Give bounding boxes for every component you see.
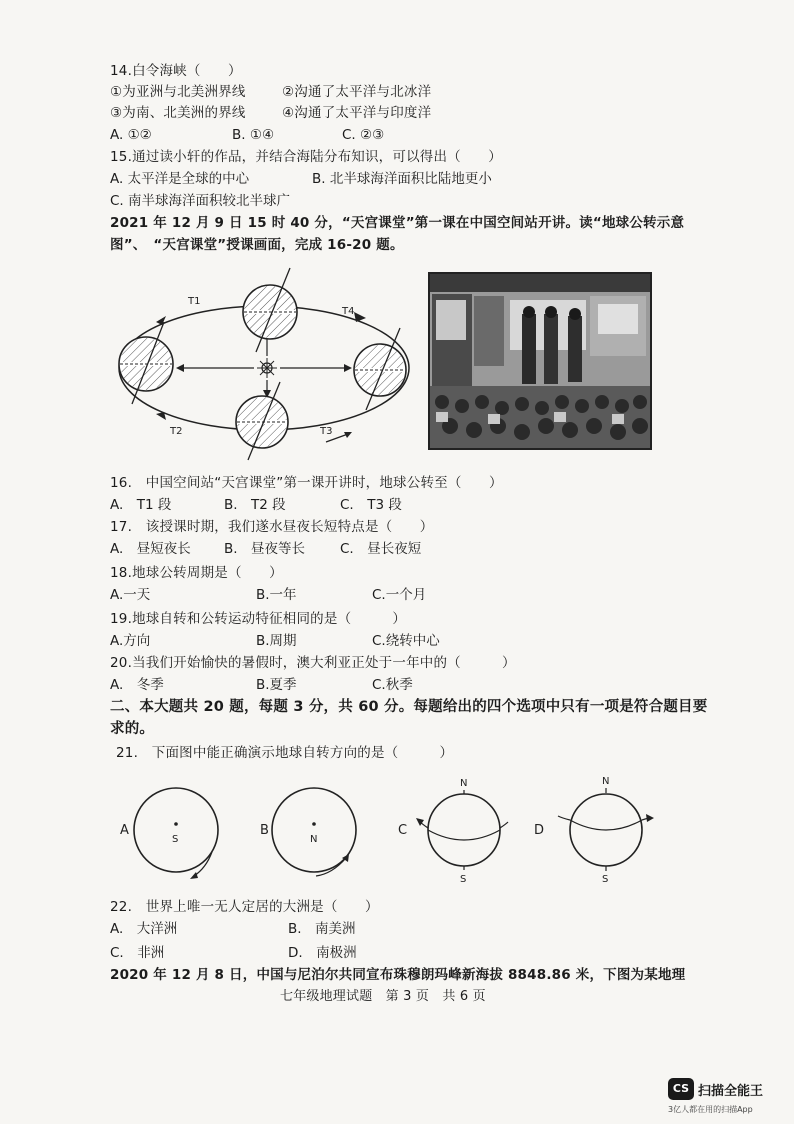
q18-stem: 18.地球公转周期是（ ） xyxy=(110,565,283,581)
watermark-subtitle: 3亿人都在用的扫描App xyxy=(668,1105,753,1114)
q19-stem: 19.地球自转和公转运动特征相同的是（ ） xyxy=(110,611,407,627)
q21-label-c: C xyxy=(398,823,408,838)
q21-c-pole-s: S xyxy=(460,874,467,885)
q22-choice-d: D. 南极洲 xyxy=(288,945,357,961)
q14-choice-c: C. ②③ xyxy=(342,127,385,143)
earth-revolution-diagram xyxy=(104,262,424,462)
q21-d-pole-s: S xyxy=(602,874,609,885)
q15-stem: 15.通过读小轩的作品，并结合海陆分布知识，可以得出（ ） xyxy=(110,149,502,165)
q15-choice-c: C. 南半球海洋面积较北半球广 xyxy=(110,193,291,209)
q18-choice-a: A.一天 xyxy=(110,587,151,603)
q14-choice-a: A. ①② xyxy=(110,127,152,143)
q21-b-pole-n: N xyxy=(310,834,318,845)
earth-top-icon xyxy=(243,268,297,352)
q14-choice-b: B. ①④ xyxy=(232,127,275,143)
q21-stem: 21. 下面图中能正确演示地球自转方向的是（ ） xyxy=(116,745,454,761)
intro-23: 2020 年 12 月 8 日，中国与尼泊尔共同宣布珠穆朗玛峰新海拔 8848.86 米，下图为某地理 xyxy=(110,967,686,983)
intro-16-20-line2: 图”、 “天宫课堂”授课画面，完成 16-20 题。 xyxy=(110,237,404,253)
intro-16-20-line1: 2021 年 12 月 9 日 15 时 40 分，“天宫课堂”第一课在中国空间站开讲。读“地球公转示意 xyxy=(110,215,685,231)
q20-stem: 20.当我们开始愉快的暑假时，澳大利亚正处于一年中的（ ） xyxy=(110,655,516,671)
q17-choice-a: A. 昼短夜长 xyxy=(110,541,191,557)
q21-a-pole-s: S xyxy=(172,834,179,845)
q19-choice-b: B.周期 xyxy=(256,633,297,649)
q21-d-pole-n: N xyxy=(602,776,610,787)
q17-choice-b: B. 昼夜等长 xyxy=(224,541,306,557)
q22-choice-b: B. 南美洲 xyxy=(288,921,356,937)
q14-option-3: ③为南、北美洲的界线 xyxy=(110,105,246,121)
earth-left-icon xyxy=(119,322,173,404)
q14-stem: 14.白令海峡（ ） xyxy=(110,63,242,79)
q20-choice-a: A. 冬季 xyxy=(110,677,164,693)
scanner-watermark xyxy=(668,1076,786,1118)
q14-option-1: ①为亚洲与北美洲界线 xyxy=(110,84,246,100)
tiangong-classroom-photo xyxy=(428,272,652,450)
earth-bottom-icon xyxy=(236,382,288,460)
q21-label-a: A xyxy=(120,823,129,838)
rotation-diagrams xyxy=(110,768,690,886)
section2-heading-line1: 二、本大题共 20 题，每题 3 分，共 60 分。每题给出的四个选项中只有一项是符合题目要 xyxy=(110,699,708,715)
q22-stem: 22. 世界上唯一无人定居的大洲是（ ） xyxy=(110,899,379,915)
q16-choice-b: B. T2 段 xyxy=(224,497,286,513)
q19-choice-c: C.绕转中心 xyxy=(372,633,440,649)
q14-option-2: ②沟通了太平洋与北冰洋 xyxy=(282,84,432,100)
q21-label-d: D xyxy=(534,823,545,838)
camscanner-logo-icon: CS xyxy=(668,1078,694,1100)
q17-choice-c: C. 昼长夜短 xyxy=(340,541,422,557)
q15-choice-a: A. 太平洋是全球的中心 xyxy=(110,171,250,187)
orbit-label-t3: T3 xyxy=(320,426,333,437)
q19-choice-a: A.方向 xyxy=(110,633,151,649)
sun-icon xyxy=(257,358,277,378)
orbit-label-t1: T1 xyxy=(188,296,201,307)
q16-choice-c: C. T3 段 xyxy=(340,497,402,513)
orbit-label-t2: T2 xyxy=(170,426,183,437)
q17-stem: 17. 该授课时期，我们遂水昼夜长短特点是（ ） xyxy=(110,519,434,535)
q18-choice-b: B.一年 xyxy=(256,587,297,603)
q20-choice-b: B.夏季 xyxy=(256,677,297,693)
q16-stem: 16. 中国空间站“天宫课堂”第一课开讲时，地球公转至（ ） xyxy=(110,475,503,491)
section2-heading-line2: 求的。 xyxy=(110,721,155,737)
q14-option-4: ④沟通了太平洋与印度洋 xyxy=(282,105,432,121)
q20-choice-c: C.秋季 xyxy=(372,677,413,693)
q18-choice-c: C.一个月 xyxy=(372,587,427,603)
q21-label-b: B xyxy=(260,823,269,838)
q22-choice-c: C. 非洲 xyxy=(110,945,165,961)
page-footer: 七年级地理试题 第 3 页 共 6 页 xyxy=(280,989,486,1004)
q15-choice-b: B. 北半球海洋面积比陆地更小 xyxy=(312,171,492,187)
earth-right-icon xyxy=(354,328,406,410)
q21-c-pole-n: N xyxy=(460,778,468,789)
q16-choice-a: A. T1 段 xyxy=(110,497,172,513)
watermark-title: 扫描全能王 xyxy=(698,1084,764,1099)
orbit-label-t4: T4 xyxy=(342,306,355,317)
q22-choice-a: A. 大洋洲 xyxy=(110,921,178,937)
